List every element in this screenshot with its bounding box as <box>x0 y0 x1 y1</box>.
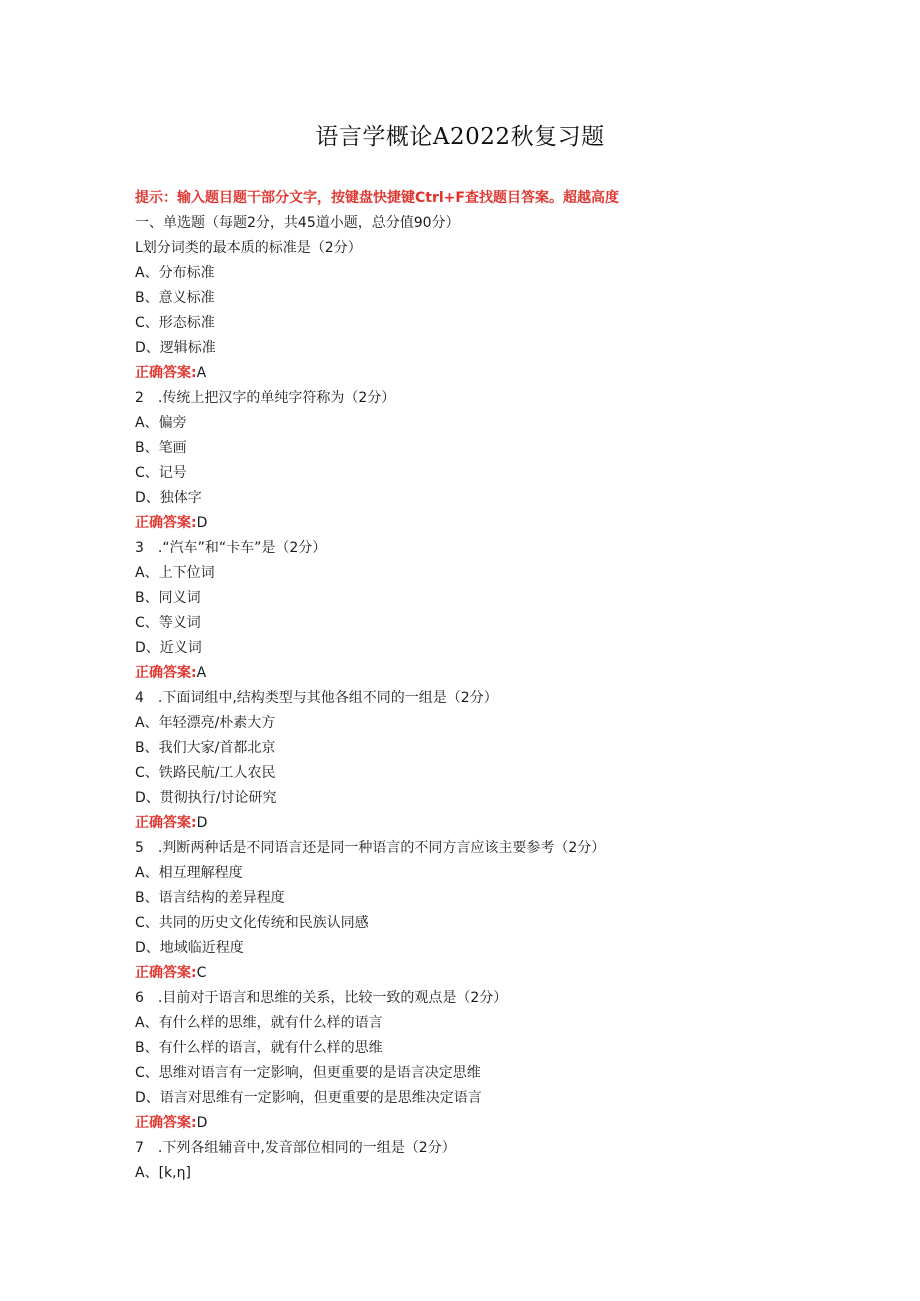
question-stem: L划分词类的最本质的标准是（2分） <box>135 240 362 256</box>
question-stem: 4 .下面词组中,结构类型与其他各组不同的一组是（2分） <box>135 690 498 706</box>
answer-option: A、上下位词 <box>135 565 215 581</box>
answer-option: C、形态标准 <box>135 315 215 331</box>
answer-option: B、同义词 <box>135 590 201 606</box>
answer-option: A、[k,η] <box>135 1165 191 1181</box>
correct-answer <box>135 511 835 536</box>
question-block <box>135 836 835 986</box>
answer-option: C、等义词 <box>135 615 201 631</box>
correct-answer-value: C <box>196 965 207 981</box>
correct-answer-value: D <box>196 1115 208 1131</box>
answer-option: A、偏旁 <box>135 415 187 431</box>
question-block <box>135 236 835 386</box>
correct-answer <box>135 811 835 836</box>
answer-option: B、语言结构的差异程度 <box>135 890 285 906</box>
question-stem: 5 .判断两种话是不同语言还是同一种语言的不同方言应该主要参考（2分） <box>135 840 606 856</box>
answer-option: C、共同的历史文化传统和民族认同感 <box>135 915 369 931</box>
correct-answer <box>135 661 835 686</box>
answer-option: C、思维对语言有一定影响，但更重要的是语言决定思维 <box>135 1065 481 1081</box>
question-block <box>135 536 835 686</box>
document-body <box>135 186 835 1186</box>
question-block <box>135 686 835 836</box>
search-hint: 提示：输入题目题干部分文字，按键盘快捷键Ctrl+F查找题目答案。超越高度 <box>135 190 619 206</box>
answer-option: B、有什么样的语言，就有什么样的思维 <box>135 1040 383 1056</box>
correct-answer-value: D <box>196 815 208 831</box>
correct-answer-label: 正确答案: <box>135 365 197 381</box>
answer-option: C、记号 <box>135 465 187 481</box>
answer-option: A、年轻漂亮/朴素大方 <box>135 715 276 731</box>
document-title: 语言学概论A2022秋复习题 <box>315 124 605 150</box>
correct-answer-label: 正确答案: <box>135 815 197 831</box>
answer-option: D、贯彻执行/讨论研究 <box>135 790 277 806</box>
correct-answer-value: A <box>196 365 207 381</box>
answer-option: B、笔画 <box>135 440 187 456</box>
correct-answer <box>135 961 835 986</box>
answer-option: D、地域临近程度 <box>135 940 244 956</box>
answer-option: D、近义词 <box>135 640 202 656</box>
answer-option: D、逻辑标准 <box>135 340 216 356</box>
correct-answer <box>135 361 835 386</box>
correct-answer-label: 正确答案: <box>135 965 197 981</box>
correct-answer-label: 正确答案: <box>135 515 197 531</box>
correct-answer-label: 正确答案: <box>135 1115 197 1131</box>
section-heading: 一、单选题（每题2分，共45道小题，总分值90分） <box>135 215 460 231</box>
question-block <box>135 1136 835 1186</box>
question-block <box>135 386 835 536</box>
question-stem: 6 .目前对于语言和思维的关系，比较一致的观点是（2分） <box>135 990 508 1006</box>
correct-answer-label: 正确答案: <box>135 665 197 681</box>
question-stem: 7 .下列各组辅音中,发音部位相同的一组是（2分） <box>135 1140 456 1156</box>
answer-option: D、独体字 <box>135 490 202 506</box>
correct-answer-value: D <box>196 515 208 531</box>
question-stem: 3 .“汽车”和“卡车”是（2分） <box>135 540 327 556</box>
question-block <box>135 986 835 1136</box>
correct-answer-value: A <box>196 665 207 681</box>
correct-answer <box>135 1111 835 1136</box>
answer-option: A、分布标准 <box>135 265 215 281</box>
answer-option: B、我们大家/首都北京 <box>135 740 276 756</box>
question-stem: 2 .传统上把汉字的单纯字符称为（2分） <box>135 390 396 406</box>
question-list <box>135 236 835 1186</box>
answer-option: A、有什么样的思维，就有什么样的语言 <box>135 1015 383 1031</box>
answer-option: D、语言对思维有一定影响，但更重要的是思维决定语言 <box>135 1090 482 1106</box>
answer-option: A、相互理解程度 <box>135 865 243 881</box>
answer-option: C、铁路民航/工人农民 <box>135 765 276 781</box>
answer-option: B、意义标准 <box>135 290 215 306</box>
